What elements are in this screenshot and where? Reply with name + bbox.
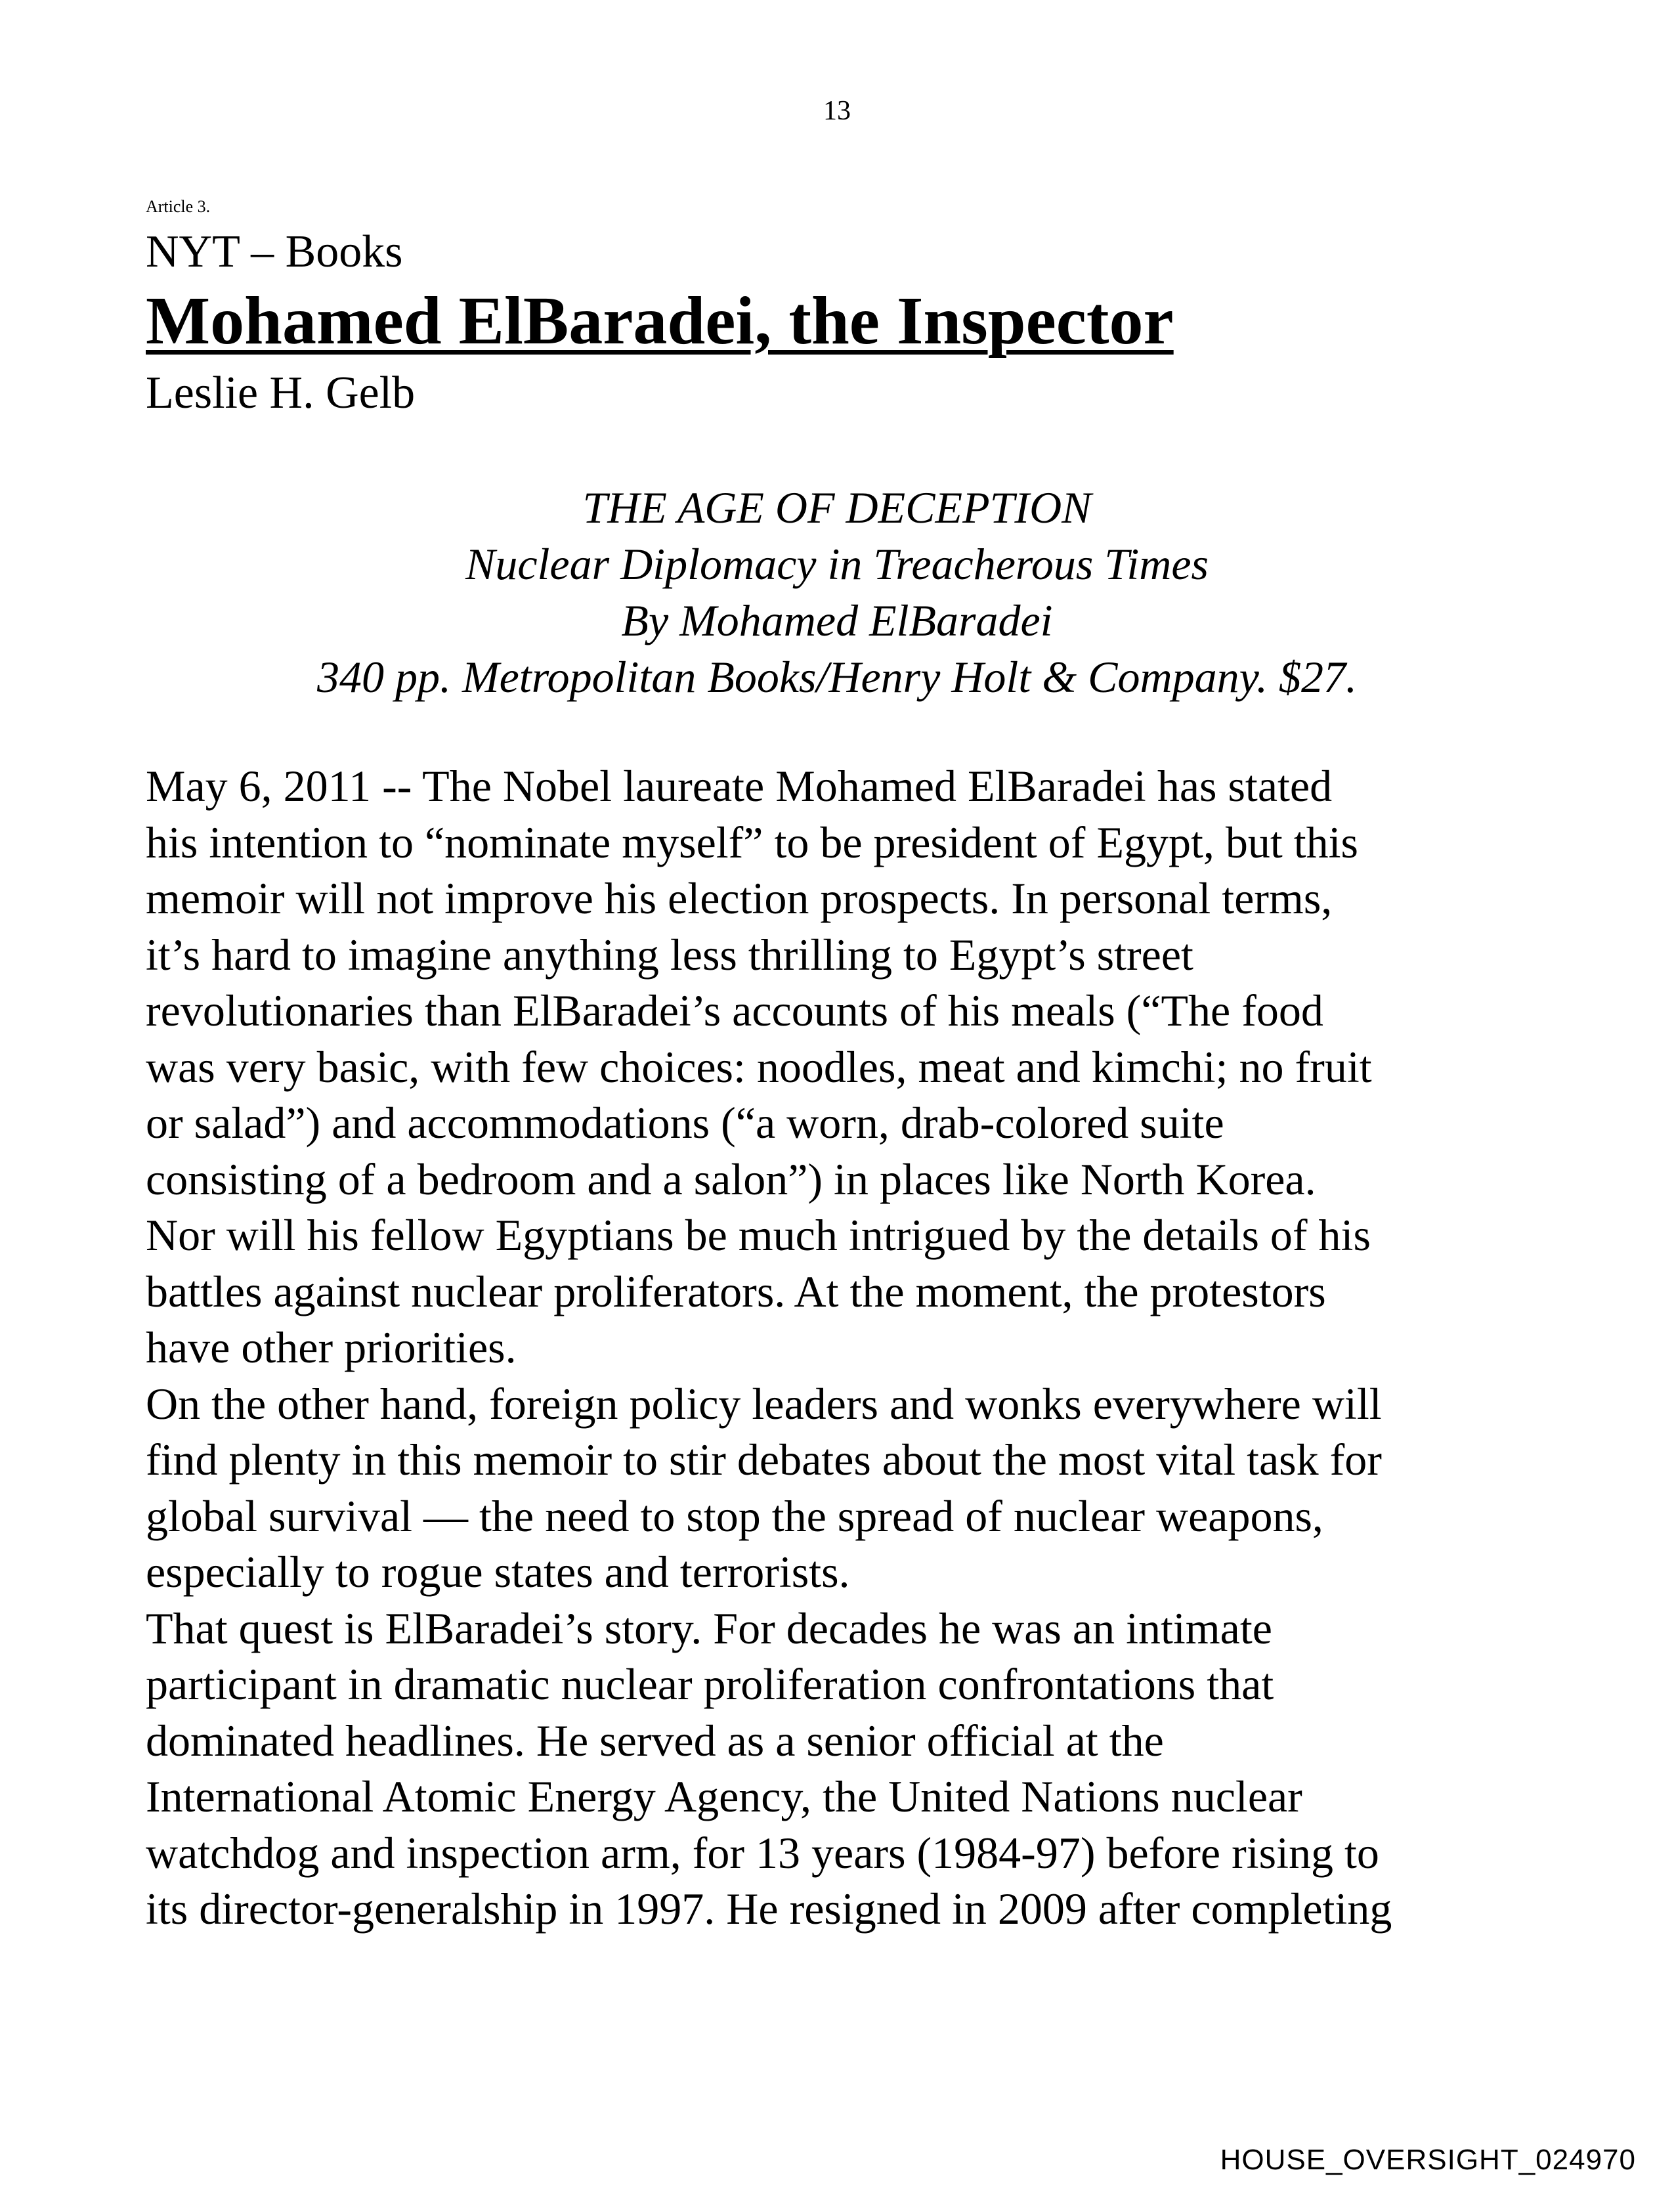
body-line: or salad”) and accommodations (“a worn, drab-colored suite: [146, 1098, 1224, 1148]
body-line: memoir will not improve his election prospects. In personal terms,: [146, 873, 1333, 923]
book-title: THE AGE OF DECEPTION: [582, 483, 1092, 532]
section-heading: NYT – Books: [146, 227, 403, 277]
body-line: his intention to “nominate myself” to be president of Egypt, but this: [146, 817, 1359, 867]
book-info: [0, 479, 1674, 705]
body-line: its director-generalship in 1997. He resigned in 2009 after completing: [146, 1884, 1392, 1934]
body-line: was very basic, with few choices: noodles, meat and kimchi; no fruit: [146, 1041, 1372, 1092]
body-line: May 6, 2011 -- The Nobel laureate Mohamed ElBaradei has stated: [146, 761, 1333, 811]
body-line: participant in dramatic nuclear proliferation confrontations that: [146, 1659, 1274, 1709]
body-line: global survival — the need to stop the spread of nuclear weapons,: [146, 1490, 1323, 1541]
bates-number: HOUSE_OVERSIGHT_024970: [1220, 2144, 1636, 2176]
page-number: 13: [823, 96, 851, 126]
body-line: watchdog and inspection arm, for 13 years (1984-97) before rising to: [146, 1827, 1379, 1878]
book-details: 340 pp. Metropolitan Books/Henry Holt & Company. $27.: [316, 652, 1358, 702]
body-line: On the other hand, foreign policy leaders and wonks everywhere will: [146, 1378, 1382, 1429]
book-author: By Mohamed ElBaradei: [621, 596, 1053, 645]
body-line: find plenty in this memoir to stir debates about the most vital task for: [146, 1435, 1382, 1485]
body-line: Nor will his fellow Egyptians be much intrigued by the details of his: [146, 1210, 1371, 1260]
body-line: have other priorities.: [146, 1322, 517, 1372]
body-line: consisting of a bedroom and a salon”) in places like North Korea.: [146, 1154, 1316, 1204]
article-title: Mohamed ElBaradei, the Inspector: [146, 283, 1174, 358]
body-line: it’s hard to imagine anything less thrilling to Egypt’s street: [146, 929, 1193, 980]
author-byline: Leslie H. Gelb: [146, 368, 416, 418]
body-line: especially to rogue states and terrorists.: [146, 1547, 850, 1597]
body-line: battles against nuclear proliferators. At the moment, the protestors: [146, 1266, 1326, 1316]
book-subtitle: Nuclear Diplomacy in Treacherous Times: [465, 539, 1209, 589]
body-line: That quest is ElBaradei’s story. For decades he was an intimate: [146, 1603, 1272, 1653]
body-line: International Atomic Energy Agency, the United Nations nuclear: [146, 1771, 1302, 1821]
body-line: dominated headlines. He served as a senior official at the: [146, 1715, 1164, 1766]
article-body: [146, 758, 1557, 1938]
body-line: revolutionaries than ElBaradei’s accounts of his meals (“The food: [146, 986, 1323, 1035]
article-label: Article 3.: [146, 197, 211, 216]
